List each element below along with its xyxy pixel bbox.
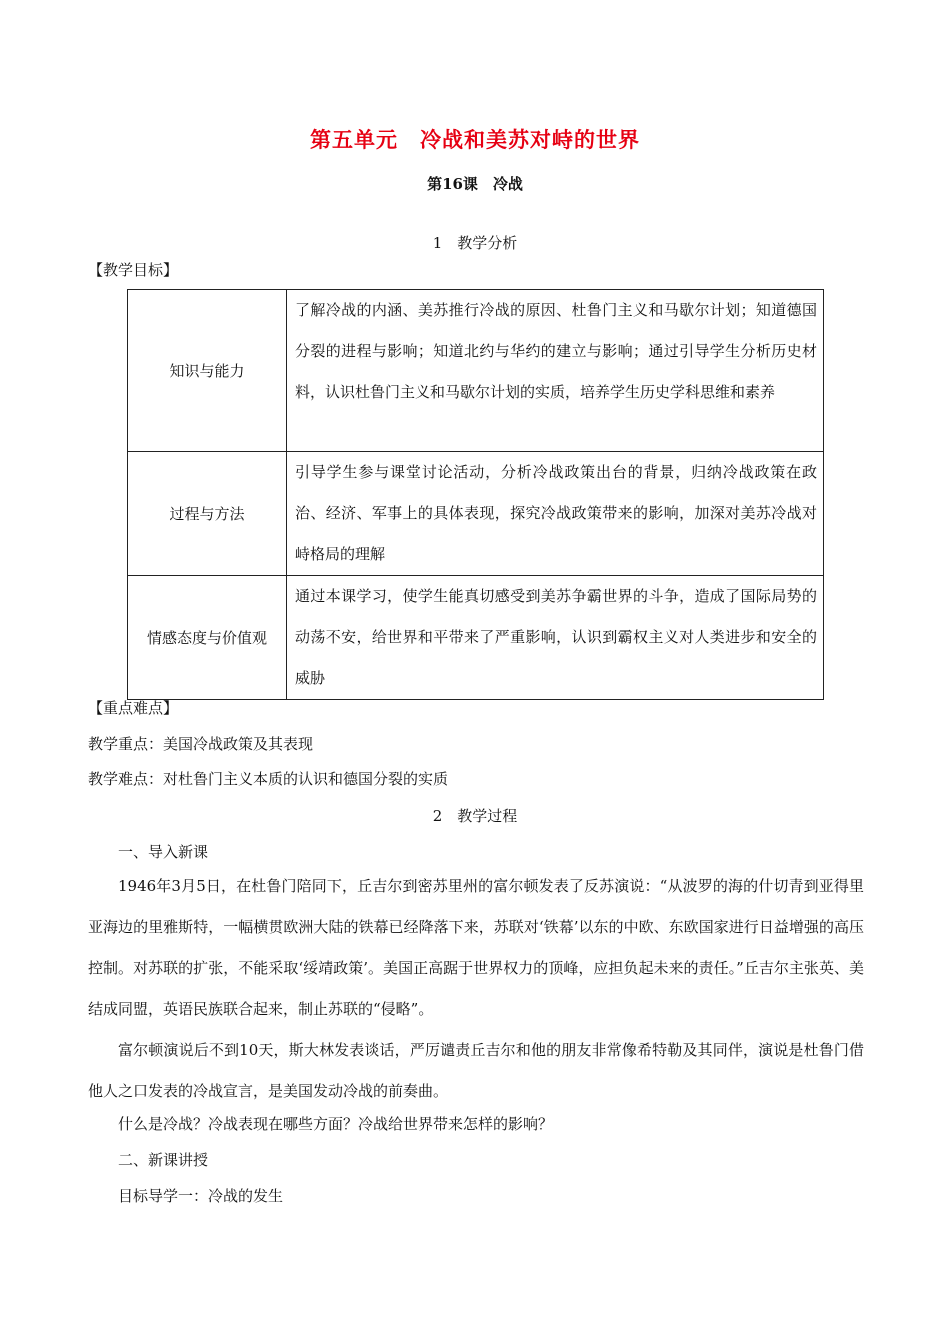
table-row — [128, 290, 824, 452]
difficult-point: 教学难点：对杜鲁门主义本质的认识和德国分裂的实质 — [88, 770, 449, 788]
objective-description: 了解冷战的内涵、美苏推行冷战的原因、杜鲁门主义和马歇尔计划；知道德国分裂的进程与影响；知道北约与华约的建立与影响；通过引导学生分析历史材料，认识杜鲁门主义和马歇尔计划的实质，培养学生历史学科思维和素养 — [287, 290, 824, 452]
unit-title: 第五单元 冷战和美苏对峙的世界 — [310, 127, 640, 152]
objective-category: 知识与能力 — [128, 290, 287, 452]
objective-category: 过程与方法 — [128, 452, 287, 576]
goal1-heading: 目标导学一：冷战的发生 — [118, 1187, 284, 1205]
reaction-paragraph: 富尔顿演说后不到10天，斯大林发表谈话，严厉谴责丘吉尔和他的朋友非常像希特勒及其同伴，演说是杜鲁门借他人之口发表的冷战宣言，是美国发动冷战的前奏曲。 — [88, 1041, 864, 1100]
key-points-label: 【重点难点】 — [88, 699, 179, 717]
part2-heading: 二、新课讲授 — [118, 1151, 209, 1169]
section-heading-analysis: 1 教学分析 — [432, 234, 518, 252]
lesson-title: 第16课 冷战 — [427, 175, 523, 193]
objectives-table — [127, 289, 824, 700]
objectives-label: 【教学目标】 — [88, 261, 179, 279]
intro-paragraph: 1946年3月5日，在杜鲁门陪同下，丘吉尔到密苏里州的富尔顿发表了反苏演说：“从波罗的海的什切青到亚得里亚海边的里雅斯特，一幅横贯欧洲大陆的铁幕已经降落下来，苏联对‘铁幕’以东的中欧、东欧国家进行日益增强的高压控制。对苏联的扩张，不能采取‘绥靖政策’。美国正高踞于世界权力的顶峰，应担负起未来的责任。”丘吉尔主张英、美结成同盟，英语民族联合起来，制止苏联的“侵略”。 — [88, 877, 864, 1018]
part1-heading: 一、导入新课 — [118, 843, 209, 861]
table-row — [128, 576, 824, 700]
objective-description: 通过本课学习，使学生能真切感受到美苏争霸世界的斗争，造成了国际局势的动荡不安，给世界和平带来了严重影响，认识到霸权主义对人类进步和安全的威胁 — [287, 576, 824, 700]
table-row — [128, 452, 824, 576]
objective-category: 情感态度与价值观 — [128, 576, 287, 700]
objective-description: 引导学生参与课堂讨论活动，分析冷战政策出台的背景，归纳冷战政策在政治、经济、军事上的具体表现，探究冷战政策带来的影响，加深对美苏冷战对峙格局的理解 — [287, 452, 824, 576]
section-heading-process: 2 教学过程 — [432, 807, 518, 825]
question-line: 什么是冷战？冷战表现在哪些方面？冷战给世界带来怎样的影响？ — [118, 1115, 554, 1133]
key-point: 教学重点：美国冷战政策及其表现 — [88, 735, 314, 753]
